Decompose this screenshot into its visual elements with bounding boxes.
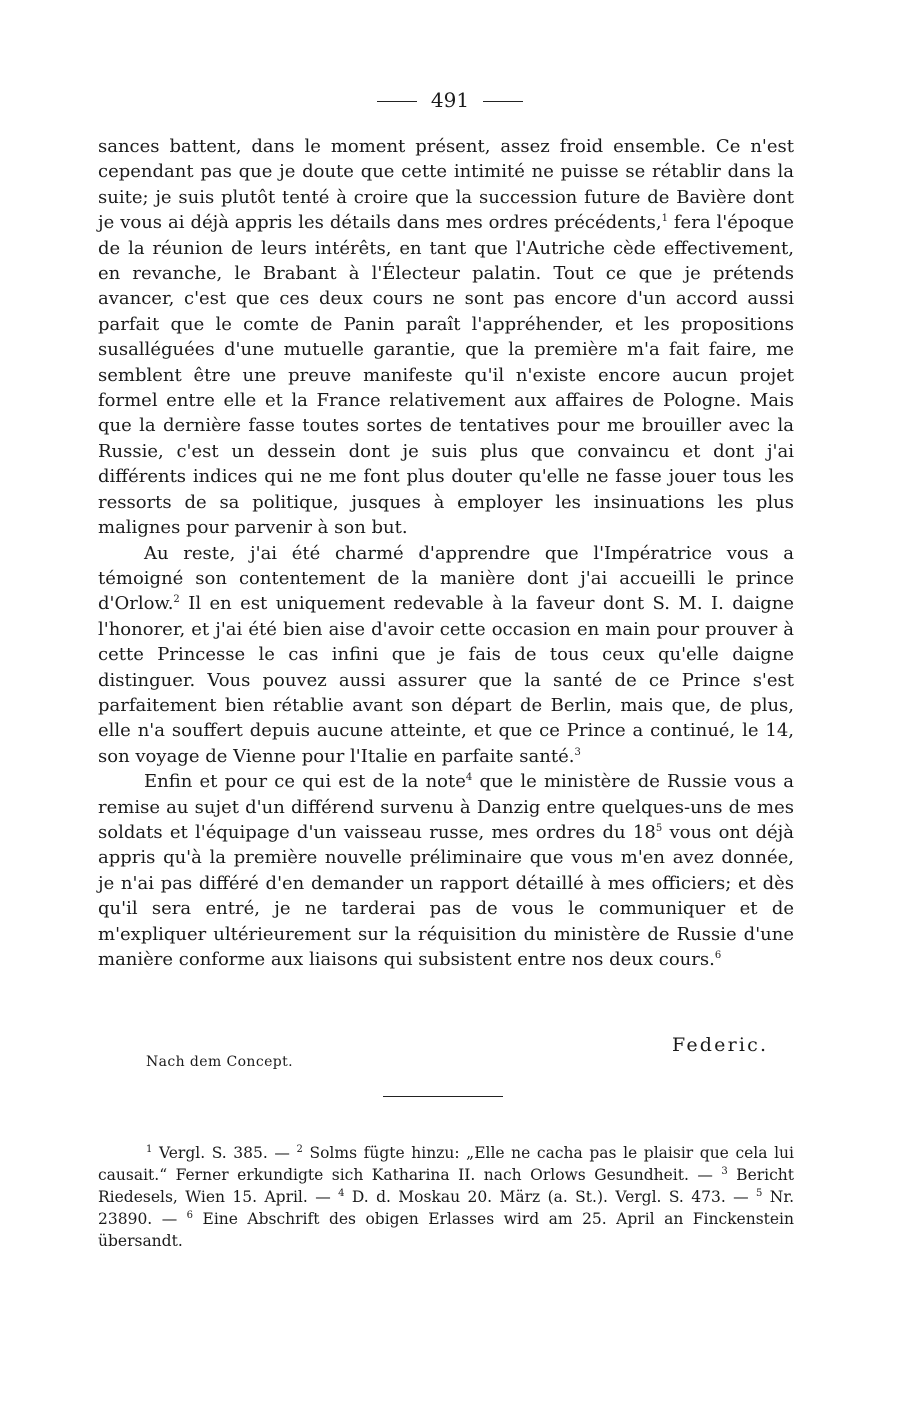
- text-run: Au reste, j'ai été charmé d'apprendre que l'Impératrice vous a témoigné son contentement de la manière dont j'ai accueilli le prince d'Orlow.: [98, 542, 794, 615]
- text-run: Bericht Riedesels, Wien 15. April. —: [98, 1166, 794, 1206]
- footnote-marker: 6: [186, 1209, 194, 1221]
- footnote-marker: 1: [146, 1143, 153, 1155]
- body-paragraph: [98, 134, 794, 541]
- body-paragraph: [98, 769, 794, 972]
- text-run: fera l'époque de la réunion de leurs intérêts, en tant que l'Autriche cède effectivement, en revanche, le Brabant à l'Électeur palatin. Tout ce que je prétends avancer, c'est que ces deux cours ne sont pas encore d'un accord aussi parfait que le comte de Panin paraît l'appréhender, et les propositions susalléguées d'une mutuelle garantie, que la première m'a fait faire, me semblent être une preuve manifeste qu'il n'existe encore aucun projet formel entre elle et la France relativement aux affaires de Pologne. Mais que la dernière fasse toutes sortes de tentatives pour me brouiller avec la Russie, c'est un dessein dont je suis plus que convaincu et dont j'ai différents indices qui ne me font plus douter qu'elle ne fasse jouer tous les ressorts de sa politique, jusques à employer les insinuations les plus malignes pour parvenir à son but.: [98, 212, 794, 539]
- text-run: D. d. Moskau 20. März (a. St.). Vergl. S. 473. —: [344, 1188, 757, 1206]
- page-number: 491: [430, 88, 470, 112]
- text-run: que le ministère de Russie vous a remise au sujet d'un différend survenu à Danzig entre quelques-uns de mes soldats et l'équipage d'un vaisseau russe, mes ordres du 18: [98, 771, 794, 843]
- footnote-marker: 4: [465, 772, 473, 784]
- footnote-divider: [383, 1096, 503, 1097]
- header-rule-left: [377, 101, 417, 102]
- text-run: Enfin et pour ce qui est de la note: [144, 771, 466, 793]
- text-run: sances battent, dans le moment présent, assez froid ensemble. Ce n'est cependant pas que je doute que cette intimité ne puisse se rétablir dans la suite; je suis plutôt tenté à croire que la succession future de Bavière dont je vous ai déjà appris les détails dans mes ordres précédents,: [98, 136, 794, 234]
- footnote-marker: 3: [574, 746, 581, 758]
- signature: Federic.: [672, 1034, 769, 1056]
- letter-body: [98, 134, 794, 972]
- header-rule-right: [483, 101, 523, 102]
- footnote-marker: 5: [655, 822, 663, 834]
- footnote-marker: 2: [296, 1143, 303, 1155]
- text-run: vous ont déjà appris qu'à la première nouvelle préliminaire que vous m'en avez donnée, je n'ai pas différé d'en demander un rapport détaillé à mes officiers; et dès qu'il sera entré, je ne tarderai pas de vous le communiquer et de m'expliquer ultérieurement sur la réquisition du ministère de Russie d'une manière conforme aux liaisons qui subsistent entre nos deux cours.: [98, 821, 794, 970]
- footnotes-paragraph: [98, 1142, 794, 1252]
- footnote-marker: 5: [756, 1187, 763, 1199]
- page-header: [0, 88, 900, 112]
- text-run: Eine Abschrift des obigen Erlasses wird am 25. April an Finckenstein übersandt.: [98, 1210, 794, 1250]
- footnote-marker: 2: [173, 594, 180, 606]
- text-run: Vergl. S. 385. —: [152, 1144, 297, 1162]
- footnote-marker: 4: [338, 1187, 345, 1199]
- text-run: Il en est uniquement redevable à la faveur dont S. M. I. daigne l'honorer, et j'ai été bien aise d'avoir cette occasion en main pour prouver à cette Princesse le cas infini que je fais de tous ceux qu'elle daigne distinguer. Vous pouvez aussi assurer que la santé de ce Prince s'est parfaitement bien rétablie avant son départ de Berlin, mais que, de plus, elle n'a souffert depuis aucune atteinte, et que ce Prince a continué, le 14, son voyage de Vienne pour l'Italie en parfaite santé.: [98, 593, 794, 767]
- footnote-marker: 6: [714, 950, 722, 961]
- text-run: Solms fügte hinzu: „Elle ne cacha pas le plaisir que cela lui causait.“ Ferner erkundigte sich Katharina II. nach Orlows Gesundheit. —: [98, 1144, 794, 1184]
- text-run: Nr. 23890. —: [98, 1188, 795, 1228]
- footnote-marker: 3: [721, 1165, 728, 1177]
- footnotes: [98, 1142, 794, 1252]
- footnote-marker: 1: [661, 213, 668, 225]
- source-note: Nach dem Concept.: [146, 1054, 293, 1070]
- body-paragraph: [98, 541, 794, 770]
